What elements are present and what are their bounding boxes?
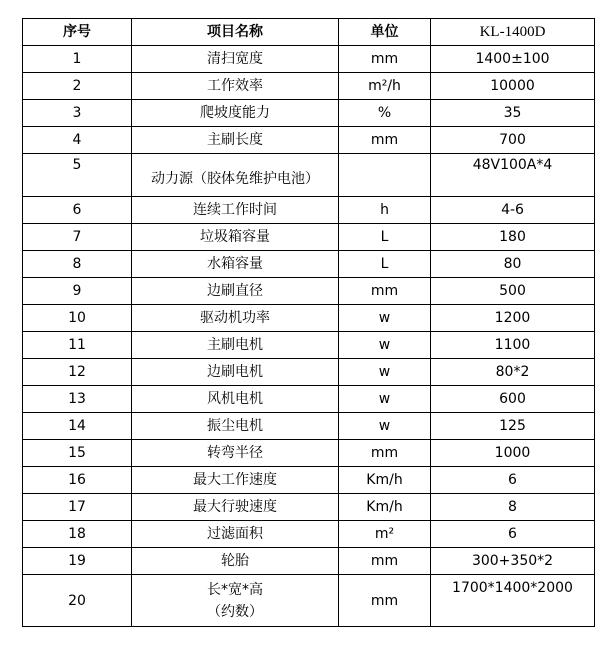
row-value: 500 [431,278,595,305]
table-row [23,251,595,278]
row-name: 振尘电机 [132,413,339,440]
header-name: 项目名称 [132,19,339,46]
row-value: 600 [431,386,595,413]
row-unit: mm [339,127,431,154]
row-unit: h [339,197,431,224]
row-unit: Km/h [339,494,431,521]
row-value: 35 [431,100,595,127]
row-unit: Km/h [339,467,431,494]
row-unit: w [339,413,431,440]
row-name: 清扫宽度 [132,46,339,73]
row-name: 边刷直径 [132,278,339,305]
row-name: 爬坡度能力 [132,100,339,127]
row-unit: m² [339,521,431,548]
row-index: 7 [23,224,132,251]
row-unit: m²/h [339,73,431,100]
header-unit: 单位 [339,19,431,46]
row-name: 边刷电机 [132,359,339,386]
row-name [132,575,339,627]
row-index: 6 [23,197,132,224]
row-name: 最大工作速度 [132,467,339,494]
table-row [23,494,595,521]
row-name: 水箱容量 [132,251,339,278]
table-row [23,359,595,386]
row-unit: % [339,100,431,127]
row-index: 15 [23,440,132,467]
header-model: KL-1400D [431,19,595,46]
row-unit: mm [339,548,431,575]
table-row [23,575,595,627]
row-name: 转弯半径 [132,440,339,467]
row-unit: L [339,251,431,278]
row-index: 13 [23,386,132,413]
row-index: 3 [23,100,132,127]
row-index: 2 [23,73,132,100]
row-value: 80*2 [431,359,595,386]
row-index: 16 [23,467,132,494]
row-name: 主刷电机 [132,332,339,359]
row-value: 1400±100 [431,46,595,73]
row-unit: mm [339,440,431,467]
row-name-line1: 长*宽*高 [207,581,263,598]
row-index: 8 [23,251,132,278]
row-name: 风机电机 [132,386,339,413]
row-value: 4-6 [431,197,595,224]
row-index: 17 [23,494,132,521]
table-row [23,46,595,73]
table-row [23,197,595,224]
spec-table [22,18,595,627]
row-value: 1000 [431,440,595,467]
table-row [23,521,595,548]
row-index: 19 [23,548,132,575]
table-row [23,154,595,197]
row-name: 连续工作时间 [132,197,339,224]
row-value: 125 [431,413,595,440]
table-row [23,73,595,100]
row-index: 1 [23,46,132,73]
row-value: 8 [431,494,595,521]
row-index: 12 [23,359,132,386]
row-index: 18 [23,521,132,548]
row-value: 1100 [431,332,595,359]
row-unit: L [339,224,431,251]
row-name-line2: （约数） [207,603,263,620]
row-name: 轮胎 [132,548,339,575]
row-name: 垃圾箱容量 [132,224,339,251]
table-row [23,332,595,359]
row-index: 10 [23,305,132,332]
row-unit: w [339,359,431,386]
row-name: 过滤面积 [132,521,339,548]
row-value: 10000 [431,73,595,100]
table-row [23,224,595,251]
row-unit: mm [339,46,431,73]
header-index: 序号 [23,19,132,46]
row-value: 700 [431,127,595,154]
table-row [23,413,595,440]
table-row [23,440,595,467]
row-unit: w [339,386,431,413]
row-unit [339,154,431,197]
row-unit: mm [339,278,431,305]
row-value: 180 [431,224,595,251]
row-index: 11 [23,332,132,359]
row-index: 20 [23,575,132,627]
row-index: 4 [23,127,132,154]
row-name: 驱动机功率 [132,305,339,332]
row-value: 6 [431,521,595,548]
row-index: 9 [23,278,132,305]
row-value: 300+350*2 [431,548,595,575]
row-value: 80 [431,251,595,278]
row-unit: w [339,332,431,359]
row-name: 工作效率 [132,73,339,100]
row-unit: mm [339,575,431,627]
table-row [23,100,595,127]
table-row [23,127,595,154]
row-name: 主刷长度 [132,127,339,154]
row-index: 5 [23,154,132,197]
row-value: 6 [431,467,595,494]
row-unit: w [339,305,431,332]
row-name: 最大行驶速度 [132,494,339,521]
table-row [23,386,595,413]
table-row [23,467,595,494]
table-row [23,305,595,332]
row-value: 1200 [431,305,595,332]
table-row [23,548,595,575]
row-value: 48V100A*4 [431,154,595,197]
row-value: 1700*1400*2000 [431,575,595,627]
row-index: 14 [23,413,132,440]
header-row [23,19,595,46]
table-row [23,278,595,305]
row-name: 动力源（胶体免维护电池） [132,154,339,197]
